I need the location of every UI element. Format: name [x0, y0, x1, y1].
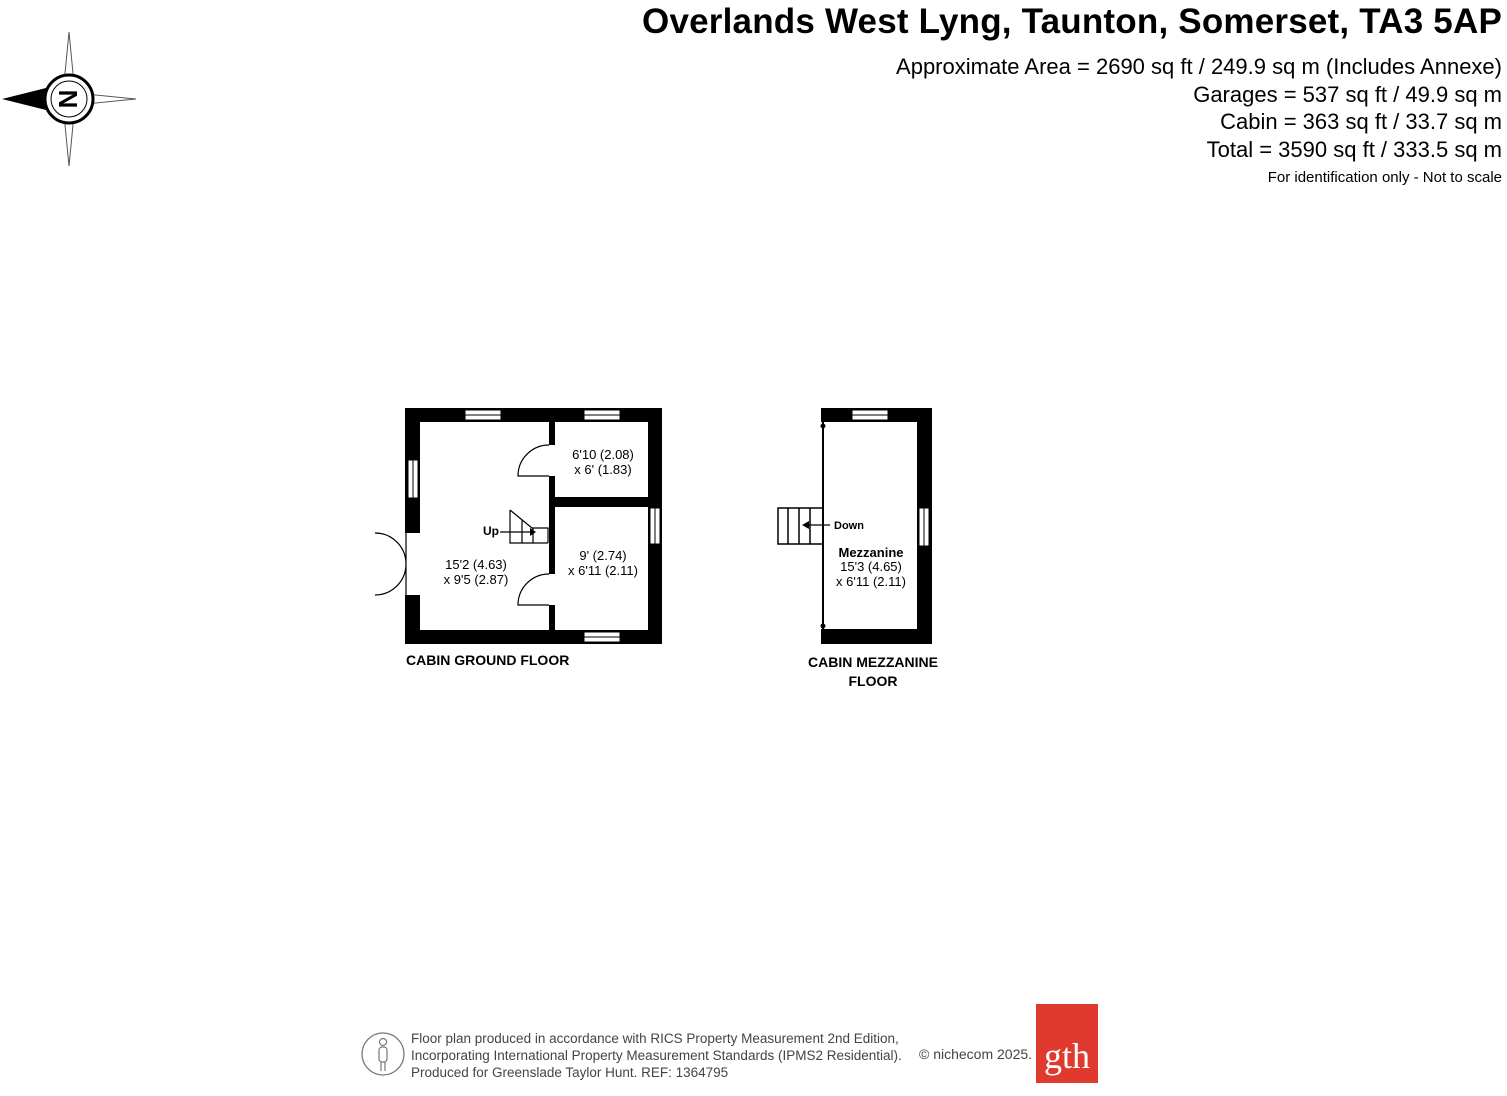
gth-logo: [1036, 1004, 1098, 1083]
footer-line-3: Produced for Greenslade Taylor Hunt. REF: 1364795: [411, 1065, 729, 1080]
copyright: © nichecom 2025.: [919, 1046, 1033, 1062]
compass-letter: N: [52, 89, 83, 109]
stairs-down-label: Down: [834, 520, 864, 532]
room-1-dim-1: 6'10 (2.08): [572, 447, 634, 462]
mezzanine-room-name: Mezzanine: [838, 545, 904, 560]
ground-floor-label: CABIN GROUND FLOOR: [406, 652, 570, 668]
room-1-dim-2: x 6' (1.83): [574, 462, 632, 477]
mezzanine-dim-1: 15'3 (4.65): [840, 559, 902, 574]
cabin-ground-floor-plan: [370, 400, 670, 650]
footer-text: [411, 1030, 902, 1081]
garages-area: Garages = 537 sq ft / 49.9 sq m: [1193, 82, 1502, 107]
total-area: Total = 3590 sq ft / 333.5 sq m: [1206, 137, 1502, 162]
cabin-mezzanine-floor-plan: [770, 400, 940, 650]
mezzanine-floor-label: [793, 653, 953, 691]
page-title: Overlands West Lyng, Taunton, Somerset, TA3 5AP: [642, 2, 1502, 41]
person-icon: [360, 1031, 406, 1077]
room-2-dim-2: x 6'11 (2.11): [568, 563, 638, 578]
footer-line-2: Incorporating International Property Measurement Standards (IPMS2 Residential).: [411, 1048, 902, 1063]
mezzanine-floor-label-line2: FLOOR: [848, 673, 898, 689]
footer-line-1: Floor plan produced in accordance with RICS Property Measurement 2nd Edition,: [411, 1031, 899, 1046]
room-3-dim-2: x 9'5 (2.87): [443, 572, 509, 587]
mezzanine-dim-2: x 6'11 (2.11): [836, 574, 906, 589]
gth-logo-text: gth: [1043, 1036, 1090, 1076]
stairs-up-label: Up: [483, 524, 499, 538]
mezzanine-floor-label-line1: CABIN MEZZANINE: [808, 654, 938, 670]
approximate-area: Approximate Area = 2690 sq ft / 249.9 sq m (Includes Annexe): [896, 54, 1502, 79]
compass-icon: [0, 28, 140, 170]
identification-note: For identification only - Not to scale: [1267, 169, 1502, 186]
cabin-area: Cabin = 363 sq ft / 33.7 sq m: [1220, 109, 1502, 134]
room-3-dim-1: 15'2 (4.63): [445, 557, 507, 572]
room-2-dim-1: 9' (2.74): [579, 548, 627, 563]
